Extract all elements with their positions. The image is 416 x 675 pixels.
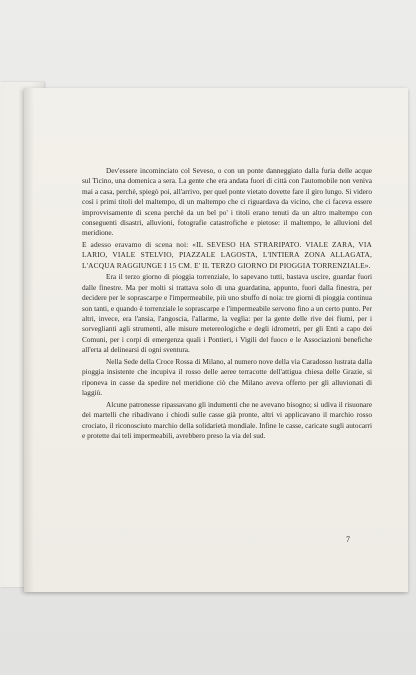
paragraph-4: Nella Sede della Croce Rossa di Milano, al numero nove della via Caradosso lustrata dalla pioggia insistente che incupiva il rosso delle aeree terracotte dell'attigua chiesa delle Grazie, si riponeva in casse da spedire nel meridione ciò che Milano aveva offerto per gli alluvionati di laggiù.	[82, 356, 372, 398]
booklet-page	[24, 88, 408, 592]
paragraph-5: Alcune patronesse ripassavano gli indumenti che ne avevano bisogno; si udiva il risuonare dei martelli che ribadivano i chiodi sulle casse già pronte, altri vi applicavano il marchio rosso crociato, il riconosciuto marchio della solidarietà mondiale. Infine le casse, caricate sugli autocarri e protette dai teli impermeabili, avrebbero preso la via del sud.	[82, 399, 372, 440]
paragraph-2-headline: E adesso eravamo di scena noi: «IL SEVESO HA STRARIPATO. VIALE ZARA, VIA LARIO, VIALE STELVIO, PIAZZALE LAGOSTA, L'INTIERA ZONA ALLAGATA, L'ACQUA RAGGIUNGE I 15 CM. E' IL TERZO GIORNO DI PIOGGIA TORRENZIALE».	[82, 240, 372, 270]
page-number: 7	[346, 535, 350, 544]
body-text	[82, 166, 372, 443]
paragraph-3: Era il terzo giorno di pioggia torrenziale, lo sapevano tutti, bastava uscire, guardar fuori dalle finestre. Ma per molti si trattava solo di una guardatina, appunto, fuori dalla finestra, per decidere per le soprascarpe e l'impermeabile, più uno sbuffo di noia: tre giorni di pioggia continua son tanti, e quando è torrenziale le soprascarpe e l'impermeabile servono fino a un certo punto. Per altri, invece, era l'ansia, l'angoscia, l'allarme, la veglia: per la gente delle rive dei fiumi, per i sorveglianti agli strumenti, alle misure metereologiche e degli idrometri, per gli Enti a capo dei Comuni, per i corpi di emergenza quali i Pontieri, i Vigili del fuoco e le Associazioni benefiche all'erta al delinearsi di ogni sventura.	[82, 272, 372, 355]
paragraph-1: Dev'essere incominciato col Seveso, o con un ponte danneggiato dalla furia delle acque sul Ticino, una domenica a sera. La gente che era andata fuori di città con l'automobile non veniva mai a casa, perchè, spiegò poi, all'arrivo, per quel ponte vietato dovette fare il giro lungo. Si videro così i primi titoli del maltempo, di un maltempo che ci riguardava da vicino, che ci faceva essere improvvisamente di scena perchè da un bel po' i titoli erano tenuti da un altro maltempo con conseguenti disastri, alluvioni, fotografie catastrofiche e pietose: il maltempo, le alluvioni del meridione.	[82, 166, 372, 238]
